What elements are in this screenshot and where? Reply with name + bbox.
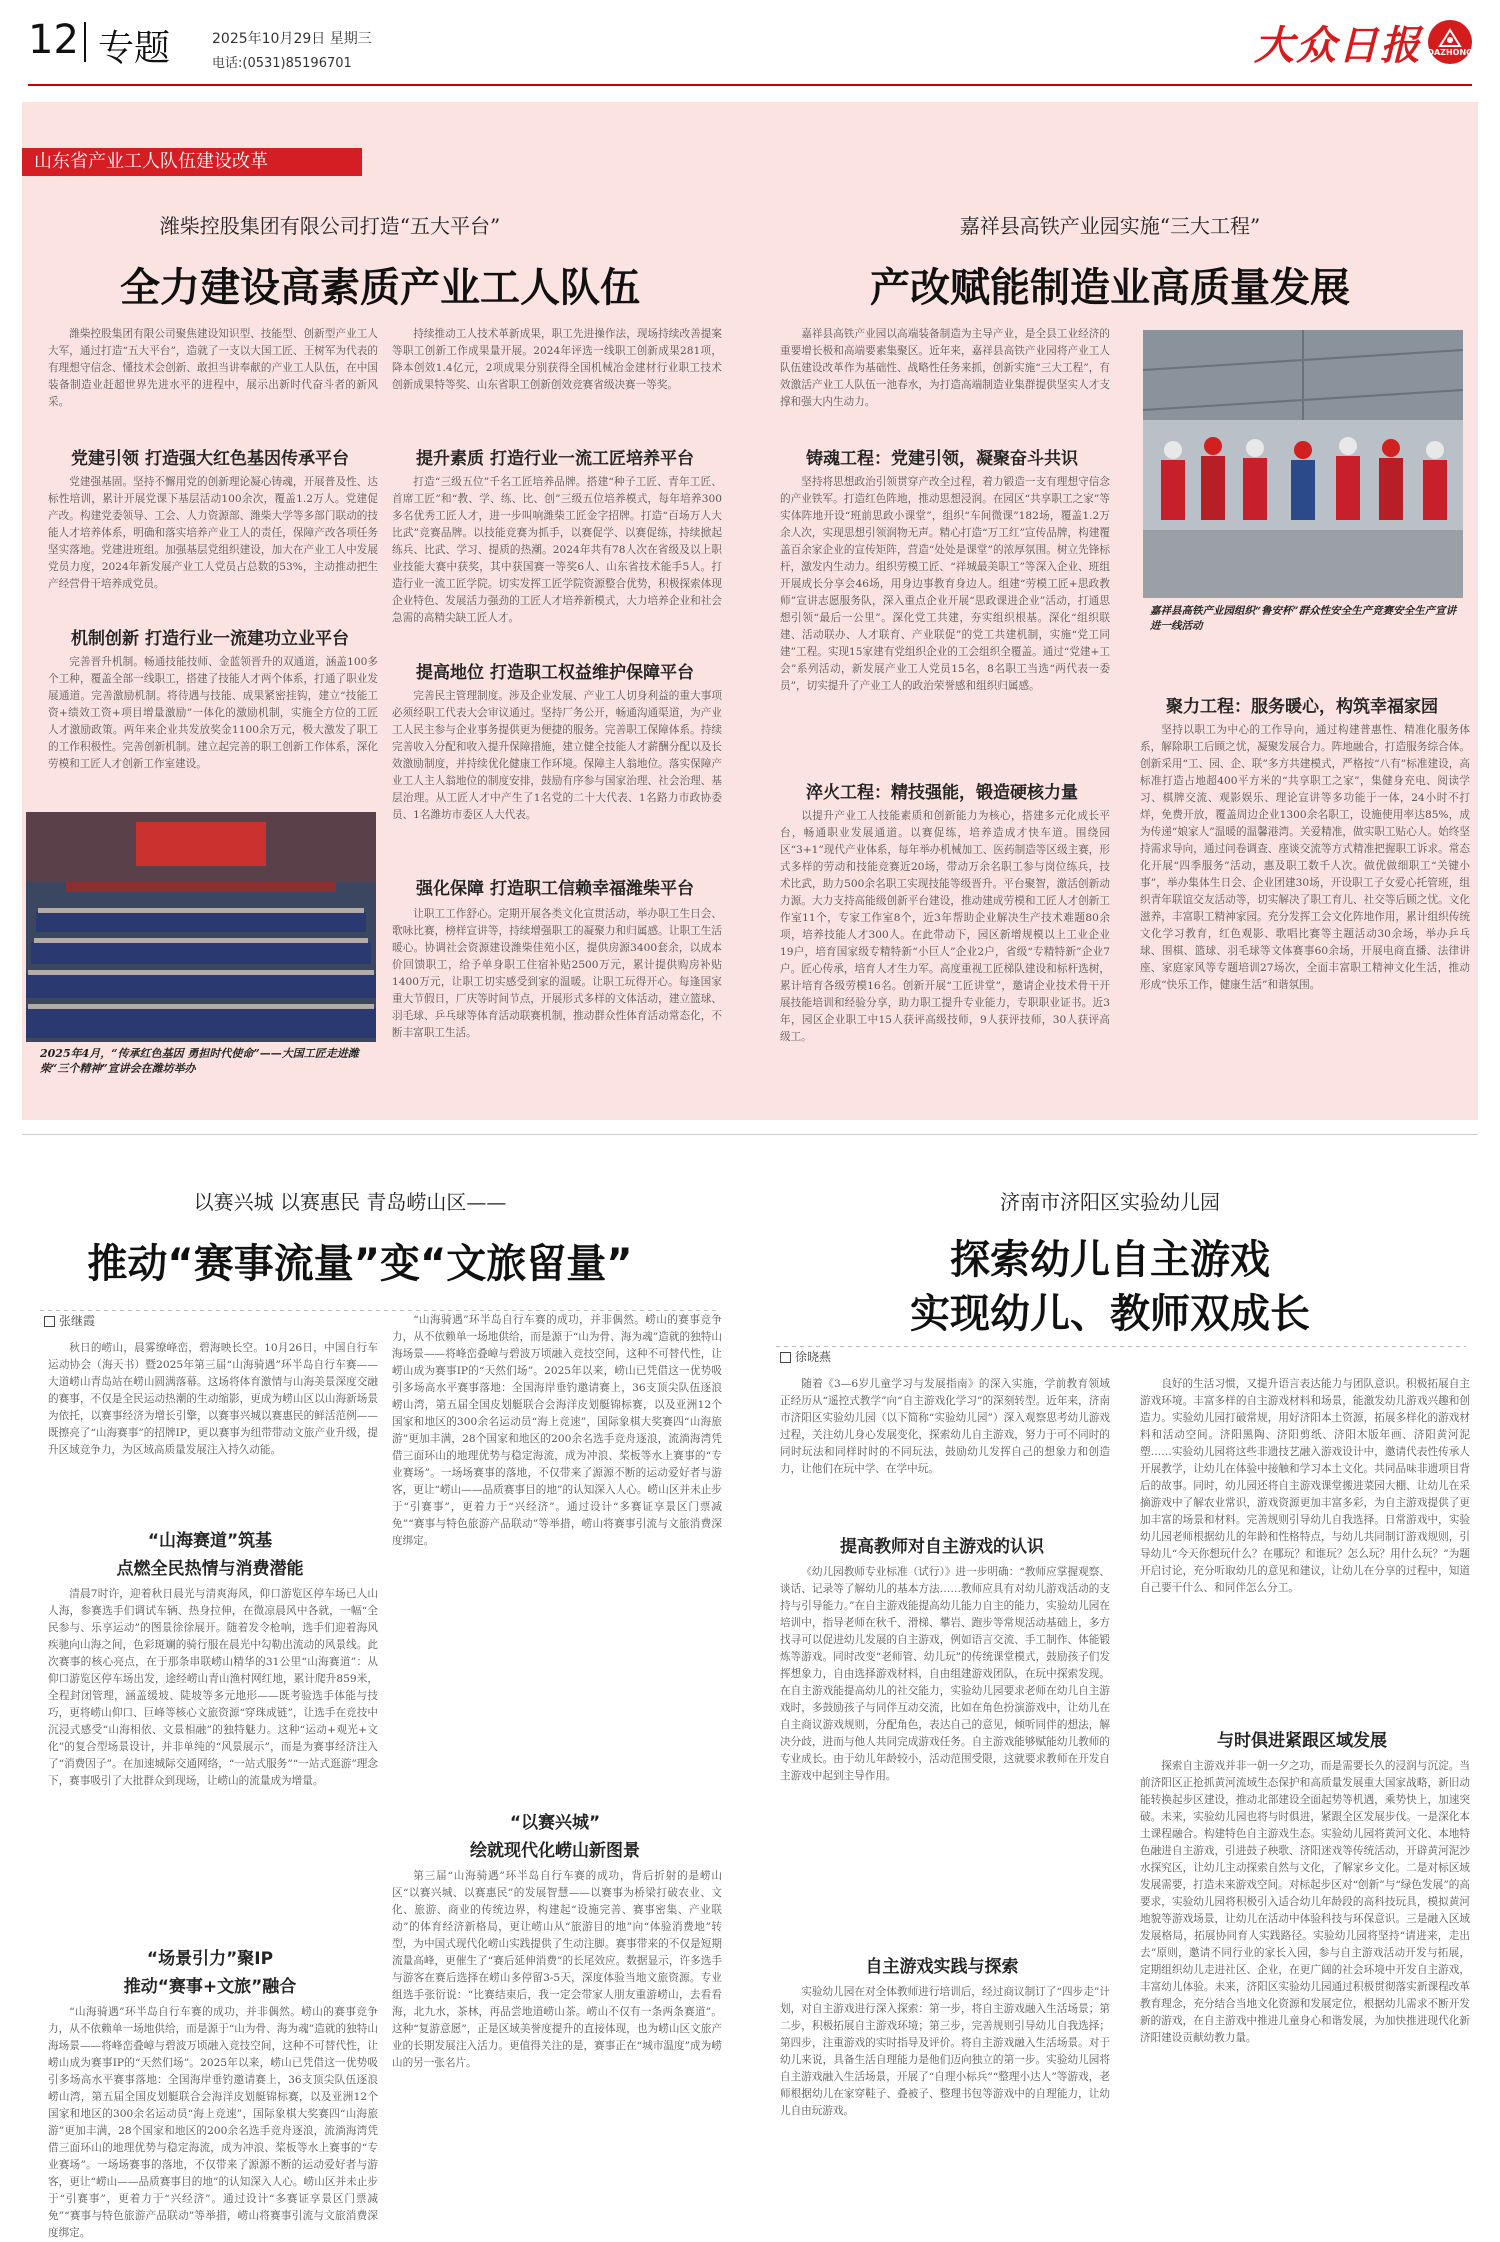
- article4-para-2: 实验幼儿园在对全体教师进行培训后，经过商议制订了“四步走”计划，对自主游戏进行深入探索：第一步，将自主游戏融入生活场景；第二步，积极拓展自主游戏环境；第三步，完善规则引导幼儿自我选择；第四步，注重游戏的实时指导及评价。将自主游戏融入生活场景。对于幼儿来说，具备生活自理能力是他们迈向独立的第一步。实验幼儿园将自主游戏融入生活场景，开展了“自理小标兵”“整理小达人”等游戏，老师根据幼儿在家穿鞋子、叠被子、整理书包等游戏中的自理能力，让幼儿自由玩游戏。: [780, 1986, 1110, 2117]
- article2-subhead-3: 聚力工程：服务暖心，构筑幸福家园: [1166, 697, 1438, 717]
- article1-headline: 全力建设高素质产业工人队伍: [120, 265, 640, 311]
- article1-subhead-3: 提升素质 打造行业一流工匠培养平台: [416, 449, 694, 469]
- header-rule: [28, 84, 1472, 86]
- article3-headline: 推动“赛事流量”变“文旅留量”: [87, 1241, 633, 1287]
- photo-caption-2: 嘉祥县高铁产业园组织“鲁安杯”群众性安全生产竞赛安全生产宣讲进一线活动: [1150, 605, 1457, 632]
- article4-subhead-1: 提高教师对自主游戏的认识: [840, 1537, 1044, 1557]
- page-header: [0, 0, 1500, 80]
- article1-subhead-1: 党建引领 打造强大红色基因传承平台: [71, 449, 349, 469]
- page-number: 12: [28, 17, 79, 63]
- article1-para-4: 完善民主管理制度。涉及企业发展、产业工人切身利益的重大事项必须经职工代表大会审议通过。坚持厂务公开，畅通沟通渠道，为产业工人民主参与企业事务提供更为便捷的服务。完善职工保障体系。持续完善收入分配和收入提升保障措施，建立健全技能人才薪酬分配以及长效激励制度，并持续优化健康工作环境。保障主人翁地位。落实保障产业工人主人翁地位的制度安排，鼓励有序参与国家治理、社会治理、基层治理。从工匠人才中产生了1名党的二十大代表、1名路力市政协委员、1名潍坊市委区人大代表。: [392, 690, 722, 821]
- article2-para-1: 坚持将思想政治引领贯穿产改全过程，着力锻造一支有理想守信念的产业铁军。打造红色阵地，推动思想浸润。在园区“共享职工之家”等实体阵地开设“班前思政小课堂”，组织“车间微课”182场，覆盖1.2万余人次，实现思想引领润物无声。精心打造“万工红”宣传品牌，构建覆盖百余家企业的宣传矩阵，营造“处处是课堂”的浓厚氛围。树立先锋标杆，激发内生动力。组织劳模工匠、“祥城最美职工”等深入企业、班组开展成长分享会46场，用身边事教育身边人。组建“劳模工匠+思政教师”宣讲志愿服务队，深入重点企业开展“思政课进企业”活动，打通思想引领“最后一公里”。深化党工共建，夯实组织根基。深化“组织联建、活动联办、人才联育、产业联促”的党工共建机制，实施“党工同建”工程。实现15家建有党组织企业的工会组织全覆盖。通过“党建+工会”系列活动，新发展产业工人党员15名，8名职工当选“两代表一委员”，切实提升了产业工人的政治荣誉感和组织归属感。: [780, 476, 1110, 692]
- article4-kicker: 济南市济阳区实验幼儿园: [1000, 1190, 1220, 1214]
- safety-campaign-photo: [1143, 330, 1463, 598]
- article3-kicker: 以赛兴城 以赛惠民 青岛崂山区——: [193, 1190, 507, 1214]
- logo-text: DAZHONG: [1427, 47, 1473, 57]
- header-divider: [84, 22, 86, 62]
- issue-date: 2025年10月29日 星期三: [212, 31, 372, 47]
- article4-headline-1: 探索幼儿自主游戏: [950, 1237, 1270, 1283]
- article1-subhead-5: 强化保障 打造职工信赖幸福潍柴平台: [416, 879, 694, 899]
- photo-caption-1: 2025年4月，“传承红色基因 勇担时代使命”——大国工匠走进潍柴“三个精神”宣讲会在潍坊举办: [40, 1047, 359, 1075]
- article4-subhead-3: 与时俱进紧跟区域发展: [1217, 1731, 1387, 1751]
- article4-para-3: 探索自主游戏并非一朝一夕之功，而是需要长久的浸润与沉淀。当前济阳区正抢抓黄河流域生态保护和高质量发展重大国家战略，新旧动能转换起步区建设，推动北部建设全面起势等机遇，乘势快上，加速突破。未来，实验幼儿园也将与时俱进，紧跟全区发展步伐。一是深化本土课程融合。构建特色自主游戏生态。实验幼儿园将黄河文化、本地特色融进自主游戏，引进鼓子秧歌、济阳迷戏等传统活动，开辟黄河泥沙水探究区，让幼儿主动探索自然与文化，了解家乡文化。二是对标区域发展需要，打造未来游戏空间。对标起步区对“创新”与“绿色发展”的高要求，实验幼儿园将积极引入适合幼儿年龄段的高科技玩具，模拟黄河地貌等游戏场景，让幼儿在活动中体验科技与环保意识。三是融入区域发展格局，拓展协同育人实践路径。实验幼儿园将坚持“请进来，走出去”原则，邀请不同行业的家长入园，参与自主游戏活动开发与拓展，定期组织幼儿走进社区、企业，在更广阔的社会环境中开发自主游戏，丰富幼儿体验。未来，济阳区实验幼儿园通过积极贯彻落实新课程改革教育理念，充分结合当地文化资源和发展定位，根据幼儿需求不断开发新的游戏，在自主游戏中推进儿童身心和谐发展，为加快推进现代化新济阳建设贡献幼教力量。: [1140, 1760, 1470, 2044]
- article1-para-3: 打造“三级五位”千名工匠培养品牌。搭建“种子工匠、青年工匠、首席工匠”和“教、学、练、比、创”三级五位培养模式，每年培养300多名优秀工匠人才，进一步叫响潍柴工匠金字招牌。打造“百场万人大比武”竞赛品牌。以技能竞赛为抓手，以赛促学、以赛促练，持续掀起练兵、比武、学习、提质的热潮。2024年共有78人次在省级及以上职业技能大赛中获奖，其中获国赛一等奖6人、山东省技术能手5人。打造行业一流工匠学院。切实发挥工匠学院资源整合优势，积极探索体现企业特色、发展活力强劲的工匠人才培养新模式，大力培养企业和社会急需的高精尖缺工匠人才。: [392, 476, 722, 624]
- article4-para-0: 随着《3—6岁儿童学习与发展指南》的深入实施，学前教育领域正经历从“遥控式教学”向“自主游戏化学习”的深刻转型。近年来，济南市济阳区实验幼儿园（以下简称“实验幼儿园”）深入观察思考幼儿游戏过程，关注幼儿身心发展变化，探索幼儿自主游戏，努力于可不同时的同时玩法和同样时时的不同玩法，鼓励幼儿发挥自己的想象力和创造力，让他们在玩中学、在学中玩。: [780, 1378, 1110, 1475]
- article2-subhead-2: 淬火工程：精技强能，锻造硬核力量: [806, 783, 1078, 803]
- article1-para-5: 让职工工作舒心。定期开展各类文化宣贯活动，举办职工生日会、歌咏比赛，榜样宣讲等，持续增强职工的凝聚力和归属感。让职工生活暖心。协调社会资源建设潍柴佳苑小区，提供房源3400套余，以成本价回馈职工，给予单身职工住宿补贴2500万元，累计提供购房补贴1400万元，让职工切实感受到家的温暖。让职工玩得开心。每逢国家重大节假日，厂庆等时间节点，开展形式多样的文体活动，建立篮球、羽毛球、乒乓球等体育活动联赛机制，推动群众性体育活动常态化，不断丰富职工生活。: [392, 908, 722, 1039]
- article3-author: 张继霞: [44, 1312, 95, 1329]
- topic-tag: 山东省产业工人队伍建设改革: [22, 148, 362, 176]
- article3-para-0: 秋日的崂山，晨雾缭峰峦，碧海映长空。10月26日，中国自行车运动协会（海天书）暨2025年第三届“山海骑遇”环半岛自行车赛——大道崂山青岛站在崂山圆满落幕。这场将体育激情与山海美景深度交融的赛事，不仅是全民运动热潮的生动缩影，更成为崂山区以山海新场景为依托，以赛事经济为增长引擎，以赛事兴城以赛惠民的鲜活范例——既擦亮了“山海赛事”的招牌IP，更以赛事为纽带带动文旅产业升级，提升区域竞争力，为区域高质量发展注入持久动能。: [48, 1342, 378, 1456]
- article1-subhead-4: 提高地位 打造职工权益维护保障平台: [416, 663, 694, 683]
- article2-kicker: 嘉祥县高铁产业园实施“三大工程”: [959, 214, 1261, 238]
- article1-lead: 潍柴控股集团有限公司聚焦建设知识型、技能型、创新型产业工人大军，通过打造“五大平台”，造就了一支以大国工匠、王树军为代表的有理想守信念、懂技术会创新、敢担当讲奉献的产业工人队伍，在中国装备制造业赶超世界先进水平的进程中，展示出新时代奋斗者的新风采。: [48, 328, 378, 408]
- article1-para-2b: 持续推动工人技术革新成果，职工先进操作法，现场持续改善提案等职工创新工作成果量开展。2024年评选一线职工创新成果281项，降本创效1.4亿元，2项成果分别获得全国机械冶金建材行业职工技术创新成果特等奖、山东省职工创新创效竞赛省级决赛一等奖。: [392, 328, 722, 391]
- article3-rule: [40, 1310, 720, 1311]
- article2-headline: 产改赋能制造业高质量发展: [870, 265, 1350, 311]
- article4-para-2b: 良好的生活习惯，又提升语言表达能力与团队意识。积极拓展自主游戏环境。丰富多样的自主游戏材料和场景，能激发幼儿游戏兴趣和创造力。实验幼儿园打破常规，用好济阳本土资源，拓展多样化的游戏材料和活动空间。济阳黑陶、济阳剪纸、济阳木版年画、济阳黄河泥塑……实验幼儿园将这些非遗技艺融入游戏设计中，邀请代表性传承人开展教学，让幼儿在体验中接触和学习本土文化。共同品味非遗项目背后的故事。同时，幼儿园还将自主游戏课堂搬进菜园大棚、让幼儿在采摘游戏中了解农业常识，游戏资源更加丰富多彩，为自主游戏提供了更加丰富的场景和材料。完善规则引导幼儿自我选择。日常游戏中，实验幼儿园老师根据幼儿的年龄和性格特点，与幼儿共同制订游戏规则，引导幼儿“今天你想玩什么？在哪玩？和谁玩？怎么玩？用什么玩？”为题开启讨论，充分听取幼儿的意见和建议，让幼儿在分享的过程中，知道自己要干什么、和同伴怎么分工。: [1140, 1378, 1470, 1594]
- article3-para-2-cont: “山海骑遇”环半岛自行车赛的成功，并非偶然。崂山的赛事竞争力，从不依赖单一场地供给，而是源于“山为骨、海为魂”造就的独特山海场景——将峰峦叠嶂与碧波万顷融入竞技空间，这种不可替代性，让崂山成为赛事IP的“天然们场”。2025年以来，崂山已凭借这一优势吸引多场高水平赛事落地：全国海岸垂钓邀请赛上，36支顶尖队伍逐浪崂山湾，第五届全国皮划艇联合会海洋皮划艇锦标赛，以及亚洲12个国家和地区的300余名运动员“海上竞速”，国际象棋大奖赛四“山海旅游”更加丰满，28个国家和地区的200余名选手竞舟逐浪，流淌海湾凭借三面环山的地理优势与稳定海流，成为冲浪、桨板等水上赛事的“专业赛场”。一场场赛事的落地，不仅带来了源源不断的运动爱好者与游客，更让“崂山——品质赛事目的地”的认知深入人心。崂山区并未止步于“引赛事”，更着力于“兴经济”。通过设计“多赛证享景区门票减免”“赛事与特色旅游产品联动”等举措，崂山将赛事引流与文旅消费深度绑定。: [392, 1314, 722, 1547]
- article3-subhead-3b: 绘就现代化崂山新图景: [470, 1841, 640, 1861]
- article4-headline-2: 实现幼儿、教师双成长: [910, 1291, 1310, 1337]
- article4-rule: [776, 1346, 1466, 1347]
- article3-para-1: 清晨7时许，迎着秋日晨光与清爽海风，仰口游览区停车场已人山人海，参赛选手们调试车辆、热身拉伸，在微凉晨风中各就，一幅“全民参与、乐享运动”的图景徐徐展开。随着发令枪响，选手们迎着海风疾驰向山海之间，色彩斑斓的骑行服在晨光中勾勒出流动的风景线。此次赛事的核心亮点，在于那条串联崂山精华的31公里“山海赛道”：从仰口游览区停车场出发，途经崂山青山渔村网红地，累计爬升859米，全程封闭管理，涵盖缓坡、陡坡等多元地形——既考验选手体能与技巧，更将崂山仰口、巨峰等核心文旅资源“穿珠成链”，让选手在竞技中沉浸式感受“山海相依、文景相融”的独特魅力。这种“运动+观光+文化”的复合型场景设计，并非单纯的“风景展示”，而是为赛事经济注入了“消费因子”。在加速城际交通网络，“一站式服务”“一站式逛游”理念下，赛事吸引了大批群众到现场，让崂山的流量成为增量。: [48, 1588, 378, 1787]
- article1-subhead-2: 机制创新 打造行业一流建功立业平台: [71, 629, 349, 649]
- article3-para-2: “山海骑遇”环半岛自行车赛的成功，并非偶然。崂山的赛事竞争力，从不依赖单一场地供给，而是源于“山为骨、海为魂”造就的独特山海场景——将峰峦叠嶂与碧波万顷融入竞技空间，这种不可替代性，让崂山成为赛事IP的“天然们场”。2025年以来，崂山已凭借这一优势吸引多场高水平赛事落地：全国海岸垂钓邀请赛上，36支顶尖队伍逐浪崂山湾，第五届全国皮划艇联合会海洋皮划艇锦标赛，以及亚洲12个国家和地区的300余名运动员“海上竞速”，国际象棋大奖赛四“山海旅游”更加丰满，28个国家和地区的200余名选手竞舟逐浪，流淌海湾凭借三面环山的地理优势与稳定海流，成为冲浪、桨板等水上赛事的“专业赛场”。一场场赛事的落地，不仅带来了源源不断的运动爱好者与游客，更让“崂山——品质赛事目的地”的认知深入人心。崂山区并未止步于“引赛事”，更着力于“兴经济”。通过设计“多赛证享景区门票减免”“赛事与特色旅游产品联动”等举措，崂山将赛事引流与文旅消费深度绑定。: [48, 2006, 378, 2239]
- newspaper-logo-icon: [1428, 20, 1472, 64]
- article4-author: 徐晓燕: [780, 1348, 831, 1365]
- article2-para-2: 以提升产业工人技能素质和创新能力为核心，搭建多元化成长平台，畅通职业发展通道。以赛促练，培养造成才快车道。围绕园区“3+1”现代产业体系，每年举办机械加工、医药制造等区级主赛，形式多样的劳动和技能竞赛近20场，带动万余名职工参与岗位练兵，技术比武，助力500余名职工实现技能等级晋升。平台聚智，激活创新动力源。大力支持高能级创新平台建设，推动建成劳模和工匠人才创新工作室11个，专家工作室8个，近3年帮助企业解决生产技术难题80余项，培养技能人才300人。在此带动下，园区新增规模以上工业企业19户，培育国家级专精特新“小巨人”企业2户，省级“专精特新”企业7户。匠心传承，培育人才生力军。高度重视工匠梯队建设和标杆选树，累计培育各级劳模16名。创新开展“工匠讲堂”，邀请企业技术骨干开展技能培训和经验分享，助力职工提升专业能力，专职职业证书。近3年，园区企业职工中15人获评高级技师，9人获评技师，30人获评高级工。: [780, 810, 1110, 1043]
- masthead-name: 大众日报: [1254, 21, 1422, 69]
- article2-subhead-1: 铸魂工程：党建引领，凝聚奋斗共识: [806, 449, 1078, 469]
- article2-lead: 嘉祥县高铁产业园以高端装备制造为主导产业，是全县工业经济的重要增长极和高端要素集聚区。近年来，嘉祥县高铁产业园将产业工人队伍建设改革作为基础性、战略性任务来抓，创新实施“三大工程”，有效激活产业工人队伍一池春水，为打造高端制造业集群提供坚实人才支撑和强大内生动力。: [780, 328, 1110, 408]
- article2-para-3: 坚持以职工为中心的工作导向，通过构建普惠性、精准化服务体系，解除职工后顾之忧，凝聚发展合力。阵地融合，打造服务综合体。创新采用“工、园、企、联”多方共建模式，严格按“八有”标准建设，高标准打造占地超400平方米的“共享职工之家”，集健身充电、阅读学习、棋牌交流、观影娱乐、理论宣讲等多功能于一体，24小时不打烊，免费开放，覆盖周边企业1300余名职工，设施使用率达85%，成为传递“娘家人”温暖的温馨港湾。关爱精准，做实职工贴心人。始终坚持需求导向，通过问卷调查、座谈交流等方式精准把握职工诉求。常态化开展“四季服务”活动，惠及职工数千人次。做优做细职工“关键小事”，举办集体生日会、企业团建30场，开设职工子女爱心托管班，组织青年联谊交友活动等，切实解决了职工育儿、社交等后顾之忧。文化滋养，丰富职工精神家园。充分发挥工会文化阵地作用，累计组织传统文化学习教育，红色观影、歌唱比赛等主题活动30余场，举办乒乓球、围棋、篮球、羽毛球等文体赛事60余场，开展电商直播、法律讲座、家庭家风等专题培训27场次，全面丰富职工精神文化生活，推动形成“快乐工作，健康生活”和谐氛围。: [1140, 724, 1470, 991]
- masthead: [1254, 14, 1472, 70]
- section-title: 专题: [98, 28, 171, 69]
- article1-para-1: 党建强基固。坚持不懈用党的创新理论凝心铸魂，开展普及性、达标性培训，累计开展党课下基层活动100余次，覆盖1.2万人。党建促产改。构建党委领导、工会、人力资源部、潍柴大学等多部门联动的技能人才培养体系，明确和落实培养产业工人的责任，保障产改各项任务坚实落地。党建进班组。加强基层党组织建设，加大在产业工人中发展党员力度，2024年新发展产业工人党员占总数的53%，主动推动把生产经营骨干培养成党员。: [48, 476, 378, 590]
- article4-para-1: 《幼儿园教师专业标准（试行）》进一步明确：“教师应掌握观察、谈话、记录等了解幼儿的基本方法……教师应具有对幼儿游戏活动的支持与引导能力。”在自主游戏能提高幼儿能力自主的能力，实验幼儿园在培训中，指导老师在秋千、滑梯、攀岩、跑步等常规活动基础上，多方找寻可以促进幼儿发展的自主游戏，例如语言交流、手工制作、体能锻炼等游戏。同时改变“老师管、幼儿玩”的传统课堂模式，鼓励孩子们发挥想象力，自由选择游戏材料，自由组建游戏团队，在玩中探索发现。在自主游戏能提高幼儿的社交能力，实验幼儿园要求老师在幼儿自主游戏时，多鼓励孩子与同伴互动交流，比如在角色扮演游戏中，让幼儿在自主商议游戏规则，分配角色，表达自己的意见，倾听同伴的想法，解决分歧，进而与他人共同完成游戏任务。自主游戏能够赋能幼儿教师的专业成长。由于幼儿年龄较小，活动范围受限，这就要求教师在开发自主游戏中起到主导作用。: [780, 1566, 1110, 1782]
- section-divider: [22, 1134, 1478, 1135]
- article3-subhead-3: “以赛兴城”: [509, 1813, 601, 1833]
- phone-number: 电话:(0531)85196701: [212, 56, 352, 71]
- article1-para-2: 完善晋升机制。畅通技能技师、金蓝领晋升的双通道，涵盖100多个工种，覆盖全部一线职工，搭建了技能人才两个体系，打通了职业发展通道。完善激励机制。将待遇与技能、成果紧密挂钩，建立“技能工资+绩效工资+项目增量激励”一体化的激励机制，实施全方位的工匠人才激励政策。两年来企业共发放奖金1100余万元，极大激发了职工的工作积极性。完善创新机制。建立起完善的职工创新工作体系，深化劳模和工匠人才创新工作室建设。: [48, 656, 378, 770]
- article4-subhead-2: 自主游戏实践与探索: [865, 1957, 1019, 1977]
- article1-kicker: 潍柴控股集团有限公司打造“五大平台”: [159, 214, 501, 238]
- article3-subhead-1b: 点燃全民热情与消费潜能: [116, 1559, 304, 1579]
- article3-para-3: 第三届“山海骑遇”环半岛自行车赛的成功，背后折射的是崂山区“以赛兴城、以赛惠民”的发展智慧——以赛事为桥梁打破农业、文化、旅游、商业的传统边界，构建起“设施完善、赛事密集、产业联动”的体育经济新格局，更让崂山从“旅游目的地”向“体验消费地”转型，为中国式现代化崂山实践提供了生动注脚。赛事带来的不仅是短期流量高峰，更催生了“赛后延伸消费”的长尾效应。数据显示，许多选手与游客在赛后选择在崂山多停留3-5天，深度体验当地文旅资源。专业组选手张衍说：“比赛结束后，我一定会带家人朋友重游崂山，去看看海，北九水，茶林，再品尝地道崂山茶。崂山不仅有一条两条赛道”。这种“复游意愿”，正是区域美誉度提升的直接体现，也为崂山区文旅产业的长期发展注入活力。更值得关注的是，赛事正在“城市温度”成为崂山的另一张名片。: [392, 1870, 722, 2069]
- conference-photo: [26, 812, 376, 1042]
- article3-subhead-2: “场景引力”聚IP: [146, 1949, 274, 1969]
- article3-subhead-1: “山海赛道”筑基: [147, 1531, 273, 1551]
- article3-subhead-2b: 推动“赛事+文旅”融合: [123, 1977, 297, 1997]
